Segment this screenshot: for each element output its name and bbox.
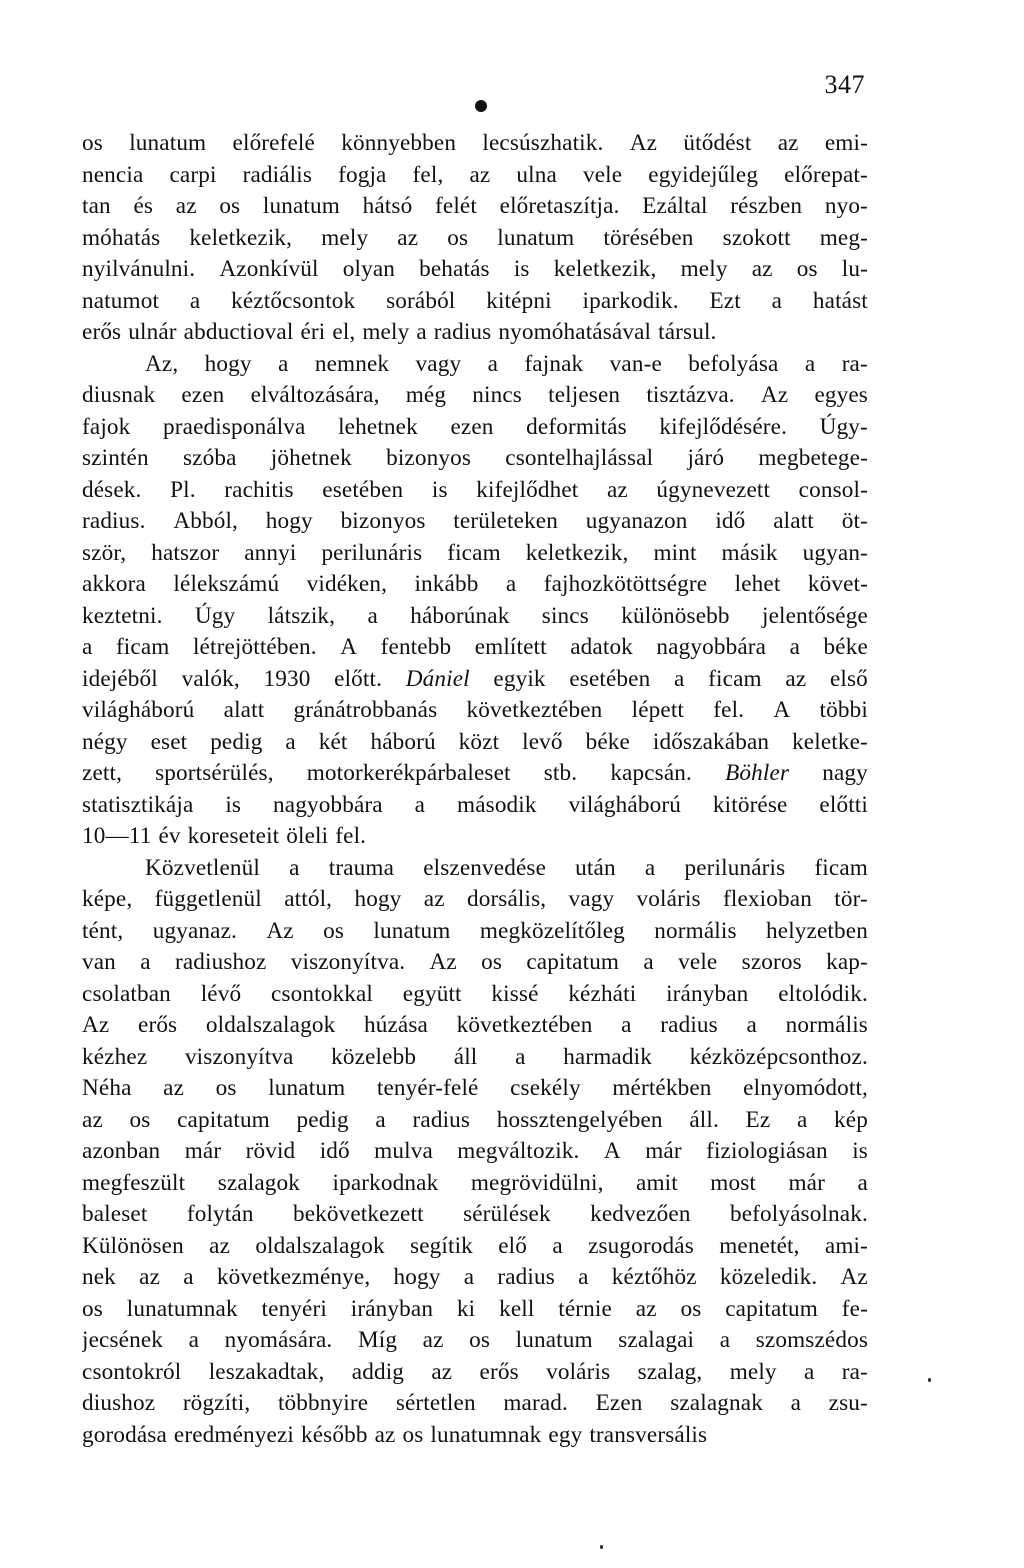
text-line: idejéből valók, 1930 előtt. Dániel egyik esetében a ficam az első <box>82 665 868 692</box>
text-line: azonban már rövid idő mulva megváltozik. A már fiziologiásan is <box>82 1138 868 1164</box>
page-number: 347 <box>824 70 865 99</box>
text-line: világháború alatt gránátrobbanás következtében lépett fel. A többi <box>82 697 868 723</box>
text-line: szintén szóba jöhetnek bizonyos csontelhajlással járó megbetege- <box>82 445 868 471</box>
text-line: ször, hatszor annyi perilunáris ficam keletkezik, mint másik ugyan- <box>82 539 868 566</box>
text-line: móhatás keletkezik, mely az os lunatum törésében szokott meg- <box>82 224 868 251</box>
text-line: akkora lélekszámú vidéken, inkább a fajhozkötöttségre lehet követ- <box>82 571 868 597</box>
text-line: csolatban lévő csontokkal együtt kissé kézháti irányban eltolódik. <box>82 980 868 1007</box>
text-line: tan és az os lunatum hátsó felét előretaszítja. Ezáltal részben nyo- <box>82 193 868 219</box>
text-line: az os capitatum pedig a radius hossztengelyében áll. Ez a kép <box>82 1106 868 1133</box>
text-line: jecsének a nyomására. Míg az os lunatum szalagai a szomszédos <box>82 1327 868 1353</box>
text-line: Különösen az oldalszalagok segítik elő a zsugorodás menetét, ami- <box>82 1232 868 1259</box>
text-line: dések. Pl. rachitis esetében is kifejlődhet az úgynevezett consol- <box>82 476 868 503</box>
ink-speck <box>600 1545 603 1549</box>
text-line: keztetni. Úgy látszik, a háborúnak sincs különösebb jelentősége <box>82 602 868 629</box>
text-line: nyilvánulni. Azonkívül olyan behatás is keletkezik, mely az os lu- <box>82 256 868 282</box>
ink-dot <box>475 100 487 112</box>
text-line: radius. Abból, hogy bizonyos területeken ugyanazon idő alatt öt- <box>82 508 868 534</box>
text-line: csontokról leszakadtak, addig az erős voláris szalag, mely a ra- <box>82 1358 868 1385</box>
text-line: Néha az os lunatum tenyér-felé csekély mértékben elnyomódott, <box>82 1075 868 1101</box>
text-line: Az erős oldalszalagok húzása következtében a radius a normális <box>82 1012 868 1038</box>
text-line: diusnak ezen elváltozására, még nincs teljesen tisztázva. Az egyes <box>82 382 868 408</box>
text-line: zett, sportsérülés, motorkerékpárbaleset stb. kapcsán. Böhler nagy <box>82 760 868 786</box>
paragraph <box>82 349 868 853</box>
text-line: statisztikája is nagyobbára a második világháború kitörése előtti <box>82 791 868 818</box>
text-line: 10—11 év koreseteit öleli fel. <box>82 823 367 849</box>
ink-speck <box>928 1378 931 1382</box>
paragraph <box>82 853 868 1452</box>
text-line: nek az a következménye, hogy a radius a kéztőhöz közeledik. Az <box>82 1264 868 1290</box>
text-line: os lunatum előrefelé könnyebben lecsúszhatik. Az ütődést az emi- <box>82 130 868 156</box>
text-line: négy eset pedig a két háború közt levő béke időszakában keletke- <box>82 728 868 755</box>
text-line: gorodása eredményezi később az os lunatumnak egy transversális <box>82 1421 708 1448</box>
text-line: kézhez viszonyítva közelebb áll a harmadik kézközépcsonthoz. <box>82 1043 868 1070</box>
text-line: megfeszült szalagok iparkodnak megrövidülni, amit most már a <box>82 1169 868 1196</box>
text-line: natumot a kéztőcsontok sorából kitépni iparkodik. Ezt a hatást <box>82 287 868 314</box>
body-text <box>82 128 868 1451</box>
text-line: diushoz rögzíti, többnyire sértetlen marad. Ezen szalagnak a zsu- <box>82 1390 868 1416</box>
text-line: képe, függetlenül attól, hogy az dorsális, vagy voláris flexioban tör- <box>82 886 868 912</box>
text-line: Az, hogy a nemnek vagy a fajnak van-e befolyása a ra- <box>145 350 868 377</box>
text-line: tént, ugyanaz. Az os lunatum megközelítőleg normális helyzetben <box>82 917 868 944</box>
text-line: nencia carpi radiális fogja fel, az ulna vele egyidejűleg előrepat- <box>82 161 868 188</box>
text-line: fajok praedisponálva lehetnek ezen deformitás kifejlődésére. Úgy- <box>82 413 868 440</box>
text-line: van a radiushoz viszonyítva. Az os capitatum a vele szoros kap- <box>82 949 868 975</box>
paragraph <box>82 128 868 349</box>
text-line: Közvetlenül a trauma elszenvedése után a perilunáris ficam <box>145 854 868 881</box>
text-line: baleset folytán bekövetkezett sérülések kedvezően befolyásolnak. <box>82 1201 868 1227</box>
text-line: erős ulnár abductioval éri el, mely a radius nyomóhatásával társul. <box>82 319 717 345</box>
text-line: a ficam létrejöttében. A fentebb említett adatok nagyobbára a béke <box>82 634 868 660</box>
text-line: os lunatumnak tenyéri irányban ki kell térnie az os capitatum fe- <box>82 1295 868 1322</box>
